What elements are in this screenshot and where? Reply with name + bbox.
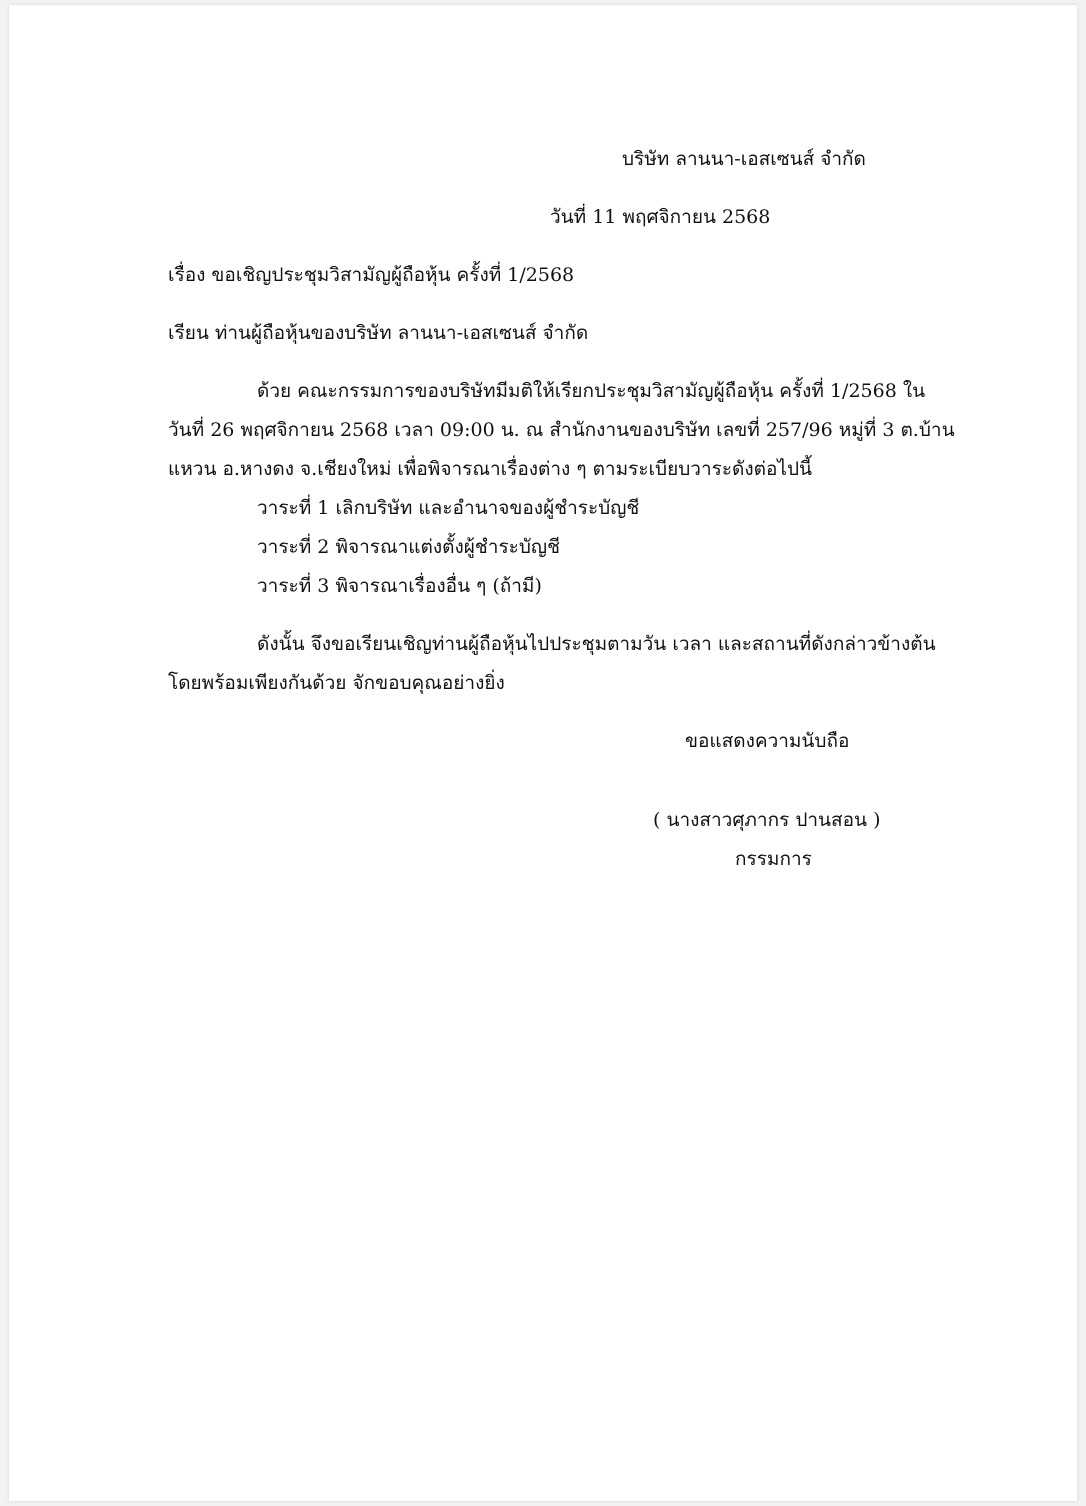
body-line: วันที่ 26 พฤศจิกายน 2568 เวลา 09:00 น. ณ สำนักงานของบริษัท เลขที่ 257/96 หมู่ที่ 3 ต.บ้าน — [168, 419, 955, 441]
company-header: บริษัท ลานนา-เอสเซนส์ จำกัด — [622, 148, 866, 170]
agenda-item: วาระที่ 2 พิจารณาแต่งตั้งผู้ชำระบัญชี — [257, 536, 560, 558]
body-line: แหวน อ.หางดง จ.เชียงใหม่ เพื่อพิจารณาเรื่องต่าง ๆ ตามระเบียบวาระดังต่อไปนี้ — [168, 458, 813, 480]
letter-page — [9, 5, 1077, 1501]
body-line: ด้วย คณะกรรมการของบริษัทมีมติให้เรียกประชุมวิสามัญผู้ถือหุ้น ครั้งที่ 1/2568 ใน — [257, 380, 926, 402]
closing-line: ดังนั้น จึงขอเรียนเชิญท่านผู้ถือหุ้นไปประชุมตามวัน เวลา และสถานที่ดังกล่าวข้างต้น — [257, 633, 936, 655]
recipient-line: เรียน ท่านผู้ถือหุ้นของบริษัท ลานนา-เอสเซนส์ จำกัด — [168, 322, 589, 344]
agenda-item: วาระที่ 3 พิจารณาเรื่องอื่น ๆ (ถ้ามี) — [257, 575, 542, 597]
date-line: วันที่ 11 พฤศจิกายน 2568 — [550, 206, 771, 228]
subject-line: เรื่อง ขอเชิญประชุมวิสามัญผู้ถือหุ้น ครั้งที่ 1/2568 — [168, 264, 575, 286]
regards-line: ขอแสดงความนับถือ — [685, 730, 850, 752]
closing-line: โดยพร้อมเพียงกันด้วย จักขอบคุณอย่างยิ่ง — [168, 672, 505, 694]
signatory-name: ( นางสาวศุภากร ปานสอน ) — [653, 809, 881, 831]
signatory-title: กรรมการ — [735, 848, 812, 870]
agenda-item: วาระที่ 1 เลิกบริษัท และอำนาจของผู้ชำระบัญชี — [257, 497, 640, 519]
